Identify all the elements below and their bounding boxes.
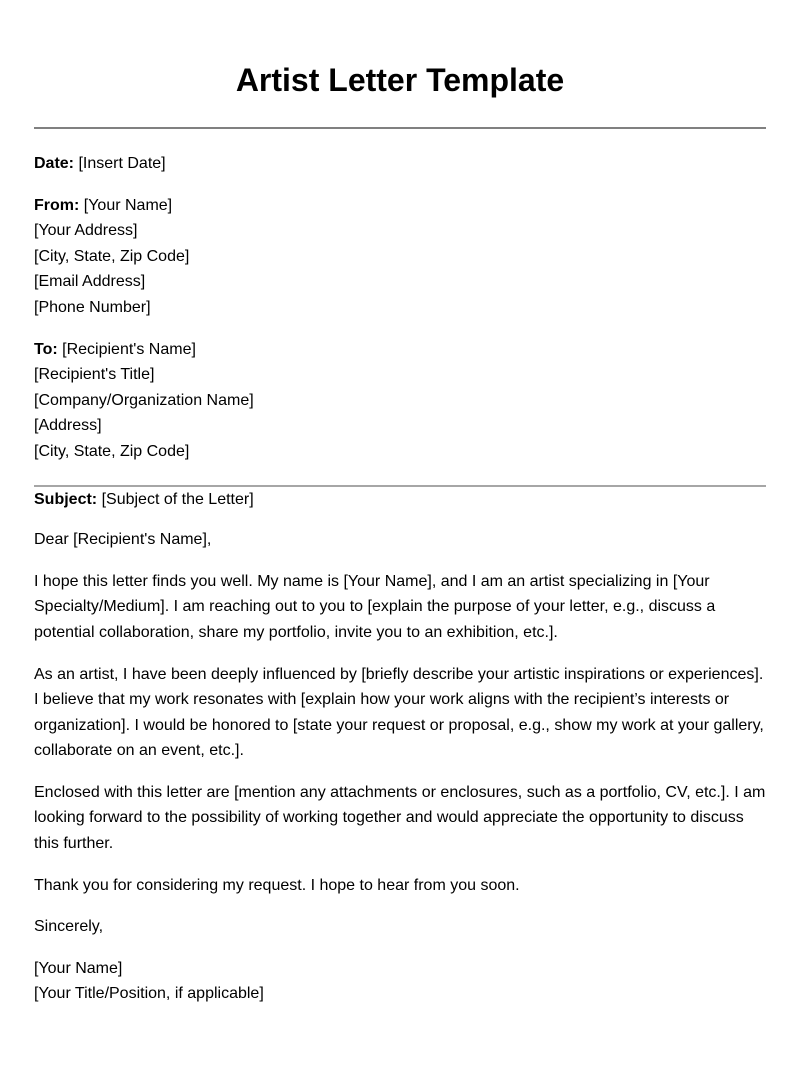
sender-name-line [34,193,766,219]
recipient-title: [Recipient's Title] [34,366,155,384]
subject-value: [Subject of the Letter] [97,490,254,508]
date-line [34,151,766,177]
signature-title: [Your Title/Position, if applicable] [34,985,264,1003]
body-paragraph-4: Thank you for considering my request. I hope to hear from you soon. [34,876,520,894]
recipient-organization: [Company/Organization Name] [34,391,254,409]
recipient-name-line [34,337,766,363]
body-paragraph-1: I hope this letter finds you well. My name is [Your Name], and I am an artist specializing in [Your Specialty/Medium]. I am reaching out to you to [explain the purpose of your letter, e.g., discuss a potential collaboration, share my portfolio, invite you to an exhibition, etc.]. [34,572,716,641]
recipient-city: [City, State, Zip Code] [34,442,190,460]
closing: Sincerely, [34,918,104,936]
recipient-address: [Address] [34,417,102,435]
subject-label: Subject: [34,490,98,508]
body-paragraph-2: As an artist, I have been deeply influenced by [briefly describe your artistic inspirations or experiences]. I believe that my work resonates with [explain how your work aligns with the recipient’s interests or organization]. I would be honored to [state your request or proposal, e.g., show my work at your gallery, collaborate on an event, etc.]. [34,665,764,760]
date-label: Date: [34,155,75,172]
top-divider [34,127,766,129]
sender-block [34,193,766,321]
from-label: From: [34,196,80,214]
signature-block [34,956,766,1007]
sender-address: [Your Address] [34,222,138,240]
date-block [34,151,766,177]
sender-name: [Your Name] [79,196,173,214]
subject-line [34,487,766,513]
page-title: Artist Letter Template [235,62,565,98]
greeting: Dear [Recipient's Name], [34,531,212,549]
sender-email: [Email Address] [34,273,146,291]
signature-name: [Your Name] [34,959,123,977]
sender-phone: [Phone Number] [34,298,151,316]
date-value: [Insert Date] [74,155,166,172]
recipient-block [34,337,766,465]
body-paragraph-3: Enclosed with this letter are [mention any attachments or enclosures, such as a portfolio, CV, etc.]. I am looking forward to the possibility of working together and would appreciate the opportunity to discuss this further. [34,783,766,853]
recipient-name: [Recipient's Name] [57,340,196,358]
to-label: To: [34,340,58,358]
sender-city: [City, State, Zip Code] [34,247,190,265]
